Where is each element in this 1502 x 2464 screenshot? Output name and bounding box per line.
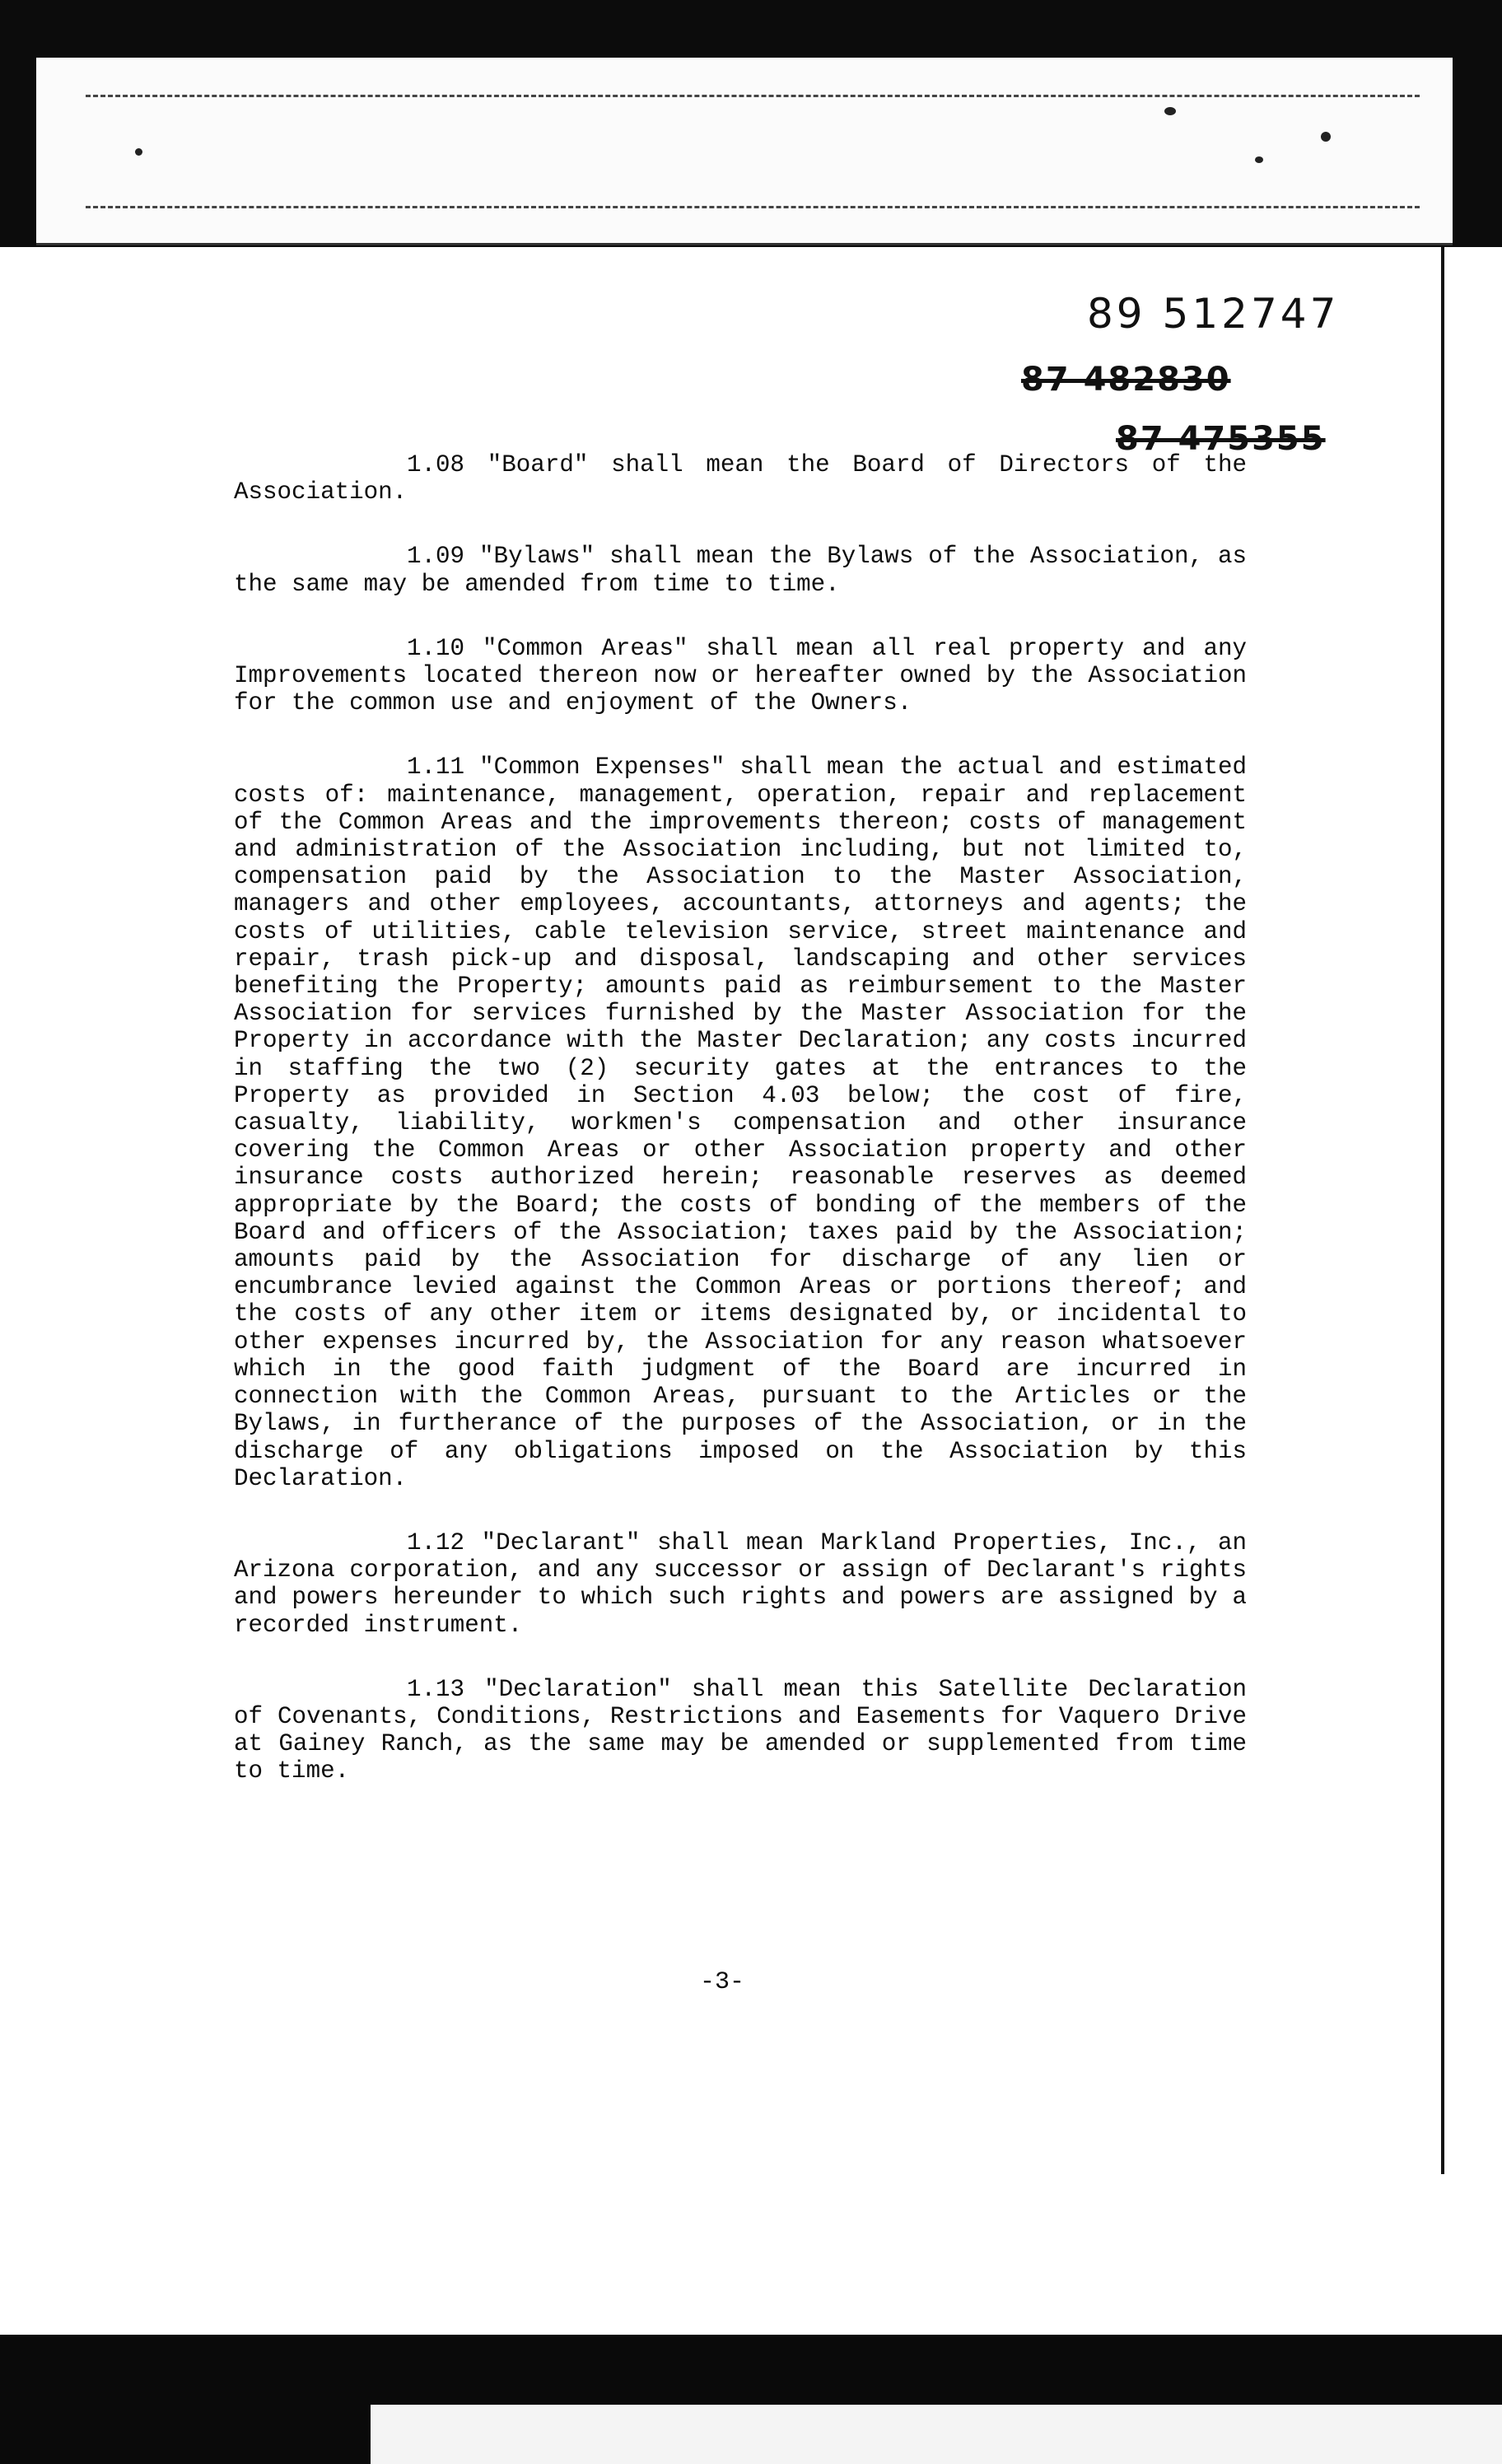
scan-speck xyxy=(1255,156,1263,163)
scan-speck xyxy=(135,148,142,156)
scan-bottom-strip xyxy=(371,2405,1502,2464)
definition-paragraph-1-13: 1.13 "Declaration" shall mean this Satellite Declaration of Covenants, Conditions, Restrictions and Easements for Vaquero Drive at Gainey Ranch, as the same may be amended or supplemented from time to time. xyxy=(234,1675,1247,1785)
recording-number: 89 512747 xyxy=(1087,290,1340,338)
definition-paragraph-1-09: 1.09 "Bylaws" shall mean the Bylaws of the Association, as the same may be amended from time to time. xyxy=(234,543,1247,598)
definition-paragraph-1-10: 1.10 "Common Areas" shall mean all real property and any Improvements located thereon now or hereafter owned by the Association for the common use and enjoyment of the Owners. xyxy=(234,634,1247,717)
superseded-recording-number: 87 475355 xyxy=(1116,420,1326,458)
definition-paragraph-1-11: 1.11 "Common Expenses" shall mean the actual and estimated costs of: maintenance, management, operation, repair and replacement of the Common Areas and the improvements thereon; costs of management and administration of the Association including, but not limited to, compensation paid by the Association to the Master Association, managers and other employees, accountants, attorneys and agents; the costs of utilities, cable television service, street maintenance and repair, trash pick-up and disposal, landscaping and other services benefiting the Property; amounts paid as reimbursement to the Master Association for services furnished by the Master Association for the Property in accordance with the Master Declaration; any costs incurred in staffing the two (2) security gates at the entrances to the Property as provided in Section 4.03 below; the cost of fire, casualty, liability, workmen's compensation and other insurance covering the Common Areas or other Association property and other insurance costs authorized herein; reasonable reserves as deemed appropriate by the Board; the costs of bonding of the members of the Board and officers of the Association; taxes paid by the Association; amounts paid by the Association for discharge of any lien or encumbrance levied against the Common Areas or portions thereof; and the costs of any other item or items designated by, or incidental to other expenses incurred by, the Association for any reason whatsoever which in the good faith judgment of the Board are incurred in connection with the Common Areas, pursuant to the Articles or the Bylaws, in furtherance of the purposes of the Association, or in the discharge of any obligations imposed on the Association by this Declaration. xyxy=(234,754,1247,1492)
scan-right-edge xyxy=(1441,247,1502,2174)
scan-speck xyxy=(1321,132,1331,142)
scan-previous-sheet xyxy=(36,58,1453,245)
superseded-recording-number: 87 482830 xyxy=(1021,361,1231,399)
document-page xyxy=(0,247,1444,2335)
definition-paragraph-1-08: 1.08 "Board" shall mean the Board of Directors of the Association. xyxy=(234,451,1247,506)
definitions-body xyxy=(234,451,1247,1785)
scan-dashed-rule xyxy=(86,206,1420,208)
scan-speck xyxy=(1164,107,1176,115)
page-number: -3- xyxy=(700,1968,745,1996)
definition-paragraph-1-12: 1.12 "Declarant" shall mean Markland Properties, Inc., an Arizona corporation, and any successor or assign of Declarant's rights and powers hereunder to which such rights and powers are assigned by a recorded instrument. xyxy=(234,1528,1247,1639)
scan-dashed-rule xyxy=(86,95,1420,97)
